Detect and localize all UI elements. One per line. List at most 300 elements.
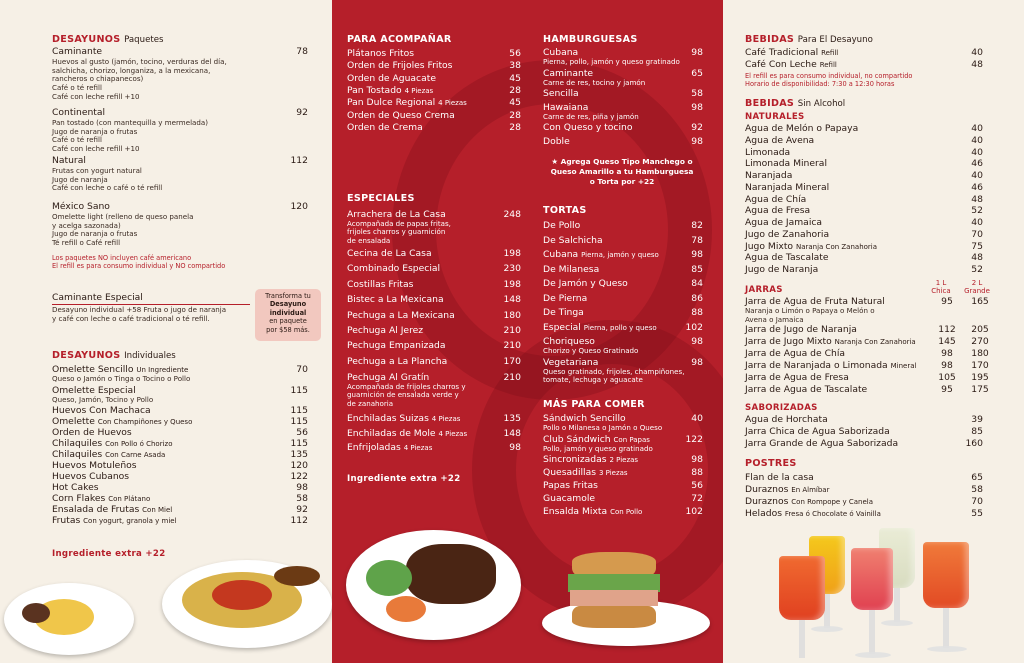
dish-name: De Tinga [543,307,584,318]
dish-price: 56 [509,48,521,59]
section-tortas: TORTAS [543,205,587,216]
dish-name: Hot Cakes [52,482,99,493]
menu-item-mas [543,506,703,517]
dish-name: Ensalada de Frutas [52,504,140,515]
menu-item-hamburguesa [543,68,703,79]
dish-price: 102 [685,321,703,333]
menu-item-natural [745,158,983,169]
item-name [745,484,829,496]
item-name [745,123,858,135]
dish-name: Guacamole [543,493,596,504]
item-name [347,325,423,337]
dish-price: 52 [971,205,983,217]
dish-name: Orden de Crema [347,121,423,133]
dish-name: Choriqueso [543,336,595,347]
dish-name: Con Queso y tocino [543,122,633,133]
menu-item-natural [745,229,983,240]
dish-name: Pechuga Al Gratín [347,372,430,383]
dish-price: 112 [290,155,308,166]
dish-name: Sincronizadas [543,454,607,465]
item-name [745,426,890,438]
menu-item-acompanar [347,60,521,71]
item-name [745,496,873,508]
dish-price: 198 [503,248,521,259]
dish-detail: Pierna, pollo y queso [583,323,657,332]
menu-item-hamburguesa [543,102,703,113]
item-name [347,48,414,60]
menu-item-saborizada [745,438,983,449]
dish-price: 115 [290,384,308,396]
item-name [745,147,790,159]
menu-item-enchiladas [347,428,521,439]
section-hamburguesas: HAMBURGUESAS [543,34,638,45]
item-name [543,293,587,305]
menu-item-mas [543,434,703,445]
item-name [745,508,881,520]
section-bebidas-desayuno: BEBIDAS Para El Desayuno [745,34,873,45]
item-description: de zanahoria [347,398,394,408]
menu-item-torta [543,249,703,260]
dish-detail: Naranja Con Zanahoria [795,242,878,251]
dish-name: Jarra de Jugo Mixto [745,336,832,347]
item-description: Omelette light (relleno de queso panela [52,212,194,221]
dish-price: 210 [503,340,521,352]
dish-name: Frutas [52,515,81,526]
menu-item-saborizada [745,426,983,437]
eggs-plate-image [4,583,134,655]
item-name [745,194,806,206]
item-name [745,241,877,253]
section-desayunos-paquetes: DESAYUNOS Paquetes [52,34,164,45]
dish-price: 230 [503,263,521,275]
dish-name: Cecina de La Casa [347,248,432,259]
dish-price: 28 [509,109,521,121]
item-name [543,249,659,261]
menu-item-jarra [745,324,993,335]
dish-name: Pan Dulce Regional [347,97,436,109]
dish-detail: Pierna, jamón y queso [581,251,659,259]
section-naturales: NATURALES [745,112,805,122]
dish-name: Bistec a La Mexicana [347,294,444,306]
item-name [543,278,628,290]
dish-price: 115 [290,405,308,416]
dish-price: 48 [971,193,983,205]
menu-item-torta [543,220,703,231]
dish-name: De Salchicha [543,234,603,246]
item-description: de ensalada [347,235,391,245]
dish-name: De Milanesa [543,263,600,275]
item-name [745,372,849,383]
dish-name: Cubana [543,249,579,260]
dish-price: 135 [290,449,308,460]
item-name [347,279,413,291]
menu-item-continental [52,107,308,118]
dish-name: Pechuga a La Plancha [347,355,448,367]
dish-name: Café Con Leche [745,59,817,70]
dish-name: México Sano [52,201,110,212]
menu-item-postre [745,484,983,495]
item-name [347,110,455,122]
item-name [543,235,603,247]
item-name [745,59,837,71]
dish-price: 48 [971,59,983,70]
dish-detail: 4 Piezas [438,429,468,438]
menu-item-postre [745,472,983,483]
price-chica: 105 [938,372,956,383]
dish-price: 98 [691,454,703,465]
item-name [543,264,599,276]
dish-price: 38 [509,60,521,72]
dish-detail: Con yogurt, granola y miel [83,517,177,525]
dish-price: 56 [691,480,703,491]
item-name [347,60,452,72]
dish-price: 135 [503,413,521,424]
menu-item-individual [52,416,308,427]
item-name [745,205,810,217]
item-name [745,170,792,182]
dish-name: Helados [745,508,782,519]
dish-price: 85 [691,263,703,275]
menu-item-acompanar [347,73,521,84]
dish-name: Huevos Motuleños [52,460,137,471]
dish-price: 98 [691,135,703,147]
item-name [543,68,593,79]
price-grande: 170 [971,360,989,371]
dish-name: Limonada [745,146,791,158]
item-name [543,480,598,492]
item-name [347,85,433,97]
dish-name: Orden de Frijoles Fritos [347,60,453,72]
menu-item-acompanar [347,122,521,133]
item-description: tomate, lechuga y aguacate [543,375,643,384]
dish-detail: En Almíbar [791,486,830,494]
item-name [745,384,867,395]
menu-item-jarra [745,372,993,383]
dish-name: Jugo de Zanahoria [745,228,830,240]
dish-name: Agua de Avena [745,134,815,146]
item-name [347,340,445,352]
dish-name: Jarra de Jugo de Naranja [745,324,857,335]
menu-item-torta [543,322,703,333]
menu-item-hamburguesa [543,136,703,147]
menu-item-cafe [745,59,983,70]
item-name [745,336,916,348]
item-name [745,252,829,264]
menu-item-torta [543,278,703,289]
torta-image [568,552,660,632]
star-icon: ★ [551,157,559,166]
dish-name: Sencilla [543,88,579,99]
dish-price: 78 [296,46,308,57]
dish-detail: Con Papas [613,435,650,444]
menu-item-natural [745,147,983,158]
dish-detail: Mineral [890,362,917,370]
item-name [347,310,455,322]
dish-name: Flan de la casa [745,472,814,483]
item-name [543,220,580,232]
drinks-panel [723,0,1024,663]
item-description: frijoles charros y guarnición [347,227,446,237]
item-name [347,263,440,275]
section-postres: POSTRES [745,458,797,469]
dish-price: 40 [971,217,983,228]
item-description: Jugo de naranja o frutas [52,126,138,136]
item-name [745,264,818,276]
menu-item-individual [52,427,308,438]
dish-name: Caminante [52,46,103,57]
item-description: Pierna, pollo, jamón y queso gratinado [543,57,680,66]
item-description: Pollo, jamón y queso gratinado [543,443,653,453]
section-mas-para-comer: MÁS PARA COMER [543,399,645,410]
price-chica: 98 [941,348,953,359]
menu-item-hamburguesa [543,122,703,133]
menu-item-acompanar [347,85,521,96]
menu-item-acompanar [347,97,521,108]
dish-price: 48 [971,252,983,264]
price-grande: 270 [971,336,989,347]
dish-detail: Naranja Con Zanahoria [834,338,916,346]
item-name [745,158,827,170]
item-description: y acelga sazonada) [52,220,121,230]
dish-price: 98 [691,249,703,260]
dish-detail: Refill [821,49,839,57]
section-bebidas-sin-alcohol: BEBIDAS Sin Alcohol [745,98,846,109]
item-description: Jugo de naranja [52,174,108,184]
dish-price: 40 [971,146,983,158]
item-description: Huevos al gusto (jamón, tocino, verduras del día, [52,57,227,66]
item-name [543,88,579,99]
menu-item-torta [543,357,703,368]
dish-name: Jugo Mixto [745,240,794,252]
menu-item-natural [745,252,983,263]
menu-item-individual [52,504,308,515]
item-description: Té refill o Café refill [52,238,121,248]
dish-price: 28 [509,84,521,96]
menu-item-torta [543,307,703,318]
menu-item-individual [52,482,308,493]
refill-note: El refill es para consumo individual y NO compartido [52,262,226,270]
item-description: Queso, Jamón, Tocino y Pollo [52,394,154,404]
menu-item-especial [347,263,521,274]
menu-item-hamburguesa [543,88,703,99]
item-description: Café o té refill [52,83,102,93]
dish-name: Especial [543,321,581,333]
menu-item-especial [347,356,521,367]
paquetes-note: Los paquetes NO incluyen café americano [52,254,192,262]
dish-name: Combinado Especial [347,263,441,275]
menu-item-mas [543,467,703,478]
extra-ingredient-2: Ingrediente extra +22 [347,474,461,484]
menu-item-enchiladas [347,413,521,424]
dish-price: 92 [296,107,308,118]
dish-name: Quesadillas [543,467,597,478]
item-name [745,348,845,359]
dish-price: 40 [971,134,983,146]
menu-item-natural [745,217,983,228]
menu-item-natural [745,194,983,205]
agrega-queso-note: ★ Agrega Queso Tipo Manchego o Queso Amarillo a tu Hamburguesa o Torta por +22 [550,157,694,186]
item-description: Café o té refill [52,135,102,145]
dish-price: 84 [691,278,703,289]
dish-name: Hawaiana [543,101,589,113]
dish-name: Cubana [543,47,579,58]
item-name [347,122,423,134]
dish-price: 148 [503,294,521,306]
item-name [52,46,102,57]
item-description: Café con leche o café o té refill [52,183,163,193]
menu-item-mexico_sano [52,201,308,212]
dish-price: 45 [509,97,521,109]
item-name [347,73,436,85]
dish-name: Caminante [543,67,594,79]
menu-item-individual [52,438,308,449]
dish-price: 248 [503,209,521,220]
price-chica: 95 [941,296,953,307]
dish-name: Agua de Jamaica [745,217,823,228]
item-name [543,467,628,479]
chilaquiles-plate-image [162,560,332,648]
menu-item-natural [745,170,983,181]
item-name [347,97,467,109]
section-saborizadas: SABORIZADAS [745,403,818,413]
dish-name: Pechuga Al Jerez [347,325,424,336]
breakfast-panel: DESAYUNOS Paquetes Caminante 78 Huevos al gusto (jamón, tocino, verduras del día, salchicha, chorizo, longaniza, a la mexicana, rancheros o chiapanecos) Café o té refill Café con leche refill +10 Continental 92 Pan tostado (con mantequilla y mermelada) Jugo de naranja o frutas Café o té refill Café con leche refill +10 Natural 112 Frutas con yogurt natural Jugo de naranja Café con leche o café o té refill México Sano 120 Omelette light (relleno de queso panela y acelga sazonada) Jugo de naranja o frutas Té refill o Café refill Los paquetes NO incluyen café americano El refill es para consumo individual y NO compartido Caminante Especial Desayuno individual +58 Fruta o jugo de naranja y café con leche o café tradicional o té refill. Transforma tu Desayuno individual en paquete por $58 más. DESAYUNOS Individuales Omelette Sencillo Un Ingrediente 70 Queso o Jamón o Tinga o Tocino o Pollo Omelette Especial 115 Queso, Jamón, Tocino y Pollo Huevos Con Machaca 115 Omelette Con Champiñones y Queso 115 Orden de Huevos 56 Chilaquiles Con Pollo ó Chorizo 115 Chilaquiles Con Carne Asada 135 Huevos Motuleños 120 Huevos Cubanos 122 Hot Cakes 98 Corn Flakes Con Plátano 58 Ensalada de Frutas Con Miel 92 Frutas Con yogurt, granola y miel 112 Ingrediente extra +22 [0,0,332,663]
dish-detail: 4 Piezas [403,444,433,452]
dish-price: 98 [691,356,703,368]
item-description: Pan tostado (con mantequilla y mermelada) [52,118,208,127]
item-description: Pollo o Milanesa o Jamón o Queso [543,423,663,432]
dish-price: 72 [691,493,703,504]
dish-price: 198 [503,278,521,290]
menu-item-torta [543,264,703,275]
dish-name: Doble [543,135,570,147]
dish-price: 98 [509,442,521,453]
dish-name: Natural [52,155,86,166]
menu-item-especial [347,248,521,259]
menu-item-individual [52,515,308,526]
main-dishes-panel [332,0,723,663]
item-description: rancheros o chiapanecos) [52,74,144,84]
dish-detail: 3 Piezas [598,469,628,477]
dish-detail: Fresa ó Chocolate ó Vainilla [784,510,881,518]
dish-price: 46 [971,181,983,193]
menu-item-individual [52,493,308,504]
dish-name: Orden de Aguacate [347,72,436,84]
item-description: Avena o Jamaica [745,314,804,324]
arrachera-plate-image [346,530,521,640]
price-grande: 175 [971,384,989,395]
section-para-acompanar: PARA ACOMPAÑAR [347,34,452,45]
item-name [543,102,588,113]
dish-price: 122 [290,471,308,482]
dish-name: Agua de Fresa [745,205,811,217]
dish-detail: Con Pollo ó Chorizo [105,440,173,448]
dish-name: Limonada Mineral [745,158,827,170]
item-name [745,360,916,372]
item-name [347,442,432,454]
dish-name: Agua de Tascalate [745,252,829,264]
dish-name: De Jamón y Queso [543,278,628,289]
dish-name: Duraznos [745,496,789,507]
dish-price: 112 [290,515,308,526]
dish-name: Jarra de Agua de Fruta Natural [745,296,885,307]
dish-price: 85 [971,426,983,437]
dish-detail: Un Ingrediente [136,366,189,374]
dish-price: 88 [691,307,703,318]
dish-name: Omelette Sencillo [52,364,134,375]
menu-item-especial [347,294,521,305]
dish-name: Arrachera de La Casa [347,209,446,220]
dish-price: 70 [971,496,983,507]
dish-price: 148 [503,427,521,439]
item-name [52,515,177,527]
menu-item-mas [543,454,703,465]
item-name [745,414,828,426]
dish-name: Orden de Huevos [52,427,132,438]
dish-price: 170 [503,355,521,367]
dish-name: Jarra Grande de Agua Saborizada [745,438,899,449]
menu-item-mas [543,493,703,504]
item-name [543,506,642,518]
menu-item-natural [745,135,983,146]
dish-name: Jarra de Agua de Chía [745,348,846,359]
dish-name: Pechuga a La Mexicana [347,309,455,321]
dish-name: Enchiladas de Mole [347,427,436,439]
dish-name: Café Tradicional [745,47,819,58]
dish-name: Chilaquiles [52,449,103,460]
dish-price: 98 [691,336,703,347]
refill-note-2: El refill es para consumo individual, no compartido [745,72,913,80]
dish-detail: 4 Piezas [404,86,434,95]
dish-price: 210 [503,372,521,383]
menu-item-acompanar [347,48,521,59]
item-name [745,135,814,147]
menu-item-postre [745,496,983,507]
caminante-especial-line1: Desayuno individual +58 Fruta o jugo de naranja [52,305,227,314]
menu-item-natural [52,155,308,166]
item-description: Café con leche refill +10 [52,91,140,101]
price-chica: 145 [938,336,956,347]
menu-item-torta [543,235,703,246]
menu-item-saborizada [745,414,983,425]
dish-price: 120 [290,201,308,212]
menu-item-natural [745,264,983,275]
item-description: Jugo de naranja o frutas [52,229,138,239]
dish-price: 58 [691,88,703,99]
dish-price: 92 [691,122,703,133]
item-name [745,229,829,241]
section-desayunos-individuales: DESAYUNOS Individuales [52,350,176,361]
dish-name: De Pollo [543,220,581,231]
item-name [347,356,447,368]
dish-detail: Con Plátano [108,495,151,503]
dish-price: 56 [296,427,308,438]
dish-price: 210 [503,325,521,336]
price-grande: 195 [971,372,989,383]
dish-price: 52 [971,264,983,275]
item-name [745,472,814,484]
price-chica: 98 [941,360,953,371]
dish-price: 120 [290,460,308,471]
dish-price: 122 [685,433,703,445]
dish-detail: Con Carne Asada [105,451,166,459]
dish-name: Agua de Melón o Papaya [745,123,859,134]
caminante-especial-line2: y café con leche o café tradicional o té refill. [52,314,210,323]
dish-price: 102 [685,506,703,517]
dish-name: Jugo de Naranja [745,264,819,275]
dish-name: Sándwich Sencillo [543,413,626,424]
menu-item-individual [52,449,308,460]
